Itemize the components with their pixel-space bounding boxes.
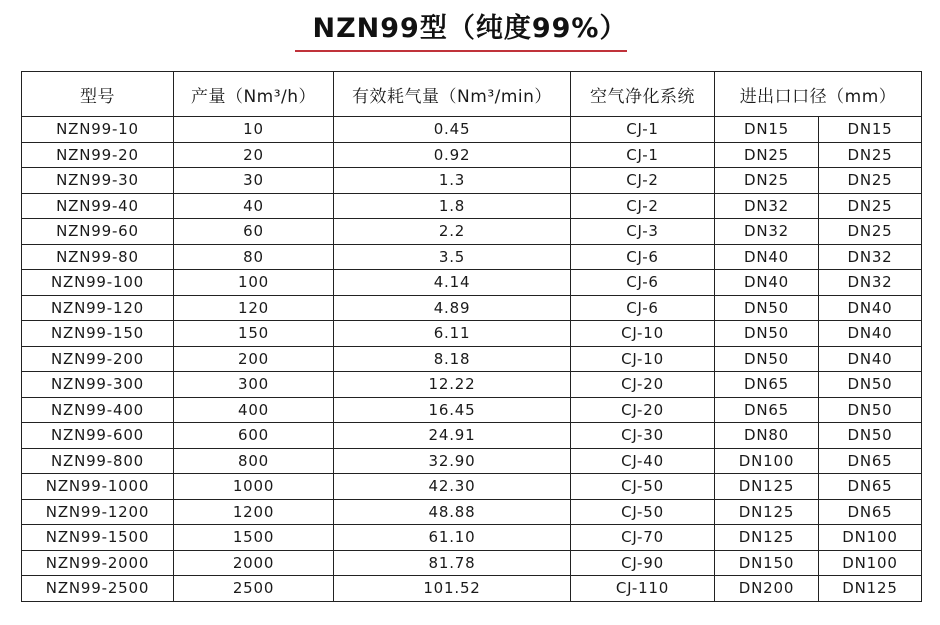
table-row (22, 270, 922, 296)
cell-model: NZN99-300 (22, 372, 174, 398)
header-output: 产量（Nm³/h） (174, 72, 334, 117)
cell-output: 20 (174, 142, 334, 168)
cell-outlet-size: DN25 (819, 219, 922, 245)
cell-air-consumption: 4.14 (334, 270, 571, 296)
cell-inlet-size: DN40 (715, 244, 819, 270)
cell-output: 80 (174, 244, 334, 270)
cell-air-consumption: 32.90 (334, 448, 571, 474)
cell-outlet-size: DN25 (819, 168, 922, 194)
cell-model: NZN99-40 (22, 193, 174, 219)
cell-inlet-size: DN100 (715, 448, 819, 474)
cell-purification-system: CJ-20 (571, 372, 715, 398)
cell-model: NZN99-400 (22, 397, 174, 423)
cell-outlet-size: DN32 (819, 244, 922, 270)
cell-outlet-size: DN40 (819, 346, 922, 372)
cell-output: 200 (174, 346, 334, 372)
cell-output: 100 (174, 270, 334, 296)
cell-air-consumption: 0.92 (334, 142, 571, 168)
cell-outlet-size: DN32 (819, 270, 922, 296)
cell-outlet-size: DN100 (819, 550, 922, 576)
table-row (22, 321, 922, 347)
cell-model: NZN99-20 (22, 142, 174, 168)
table-row (22, 576, 922, 602)
cell-air-consumption: 0.45 (334, 117, 571, 143)
cell-inlet-size: DN65 (715, 372, 819, 398)
table-row (22, 525, 922, 551)
header-model: 型号 (22, 72, 174, 117)
cell-purification-system: CJ-10 (571, 321, 715, 347)
cell-air-consumption: 1.3 (334, 168, 571, 194)
table-row (22, 168, 922, 194)
table-row (22, 423, 922, 449)
cell-model: NZN99-600 (22, 423, 174, 449)
cell-model: NZN99-80 (22, 244, 174, 270)
cell-inlet-size: DN25 (715, 142, 819, 168)
table-row (22, 474, 922, 500)
cell-inlet-size: DN50 (715, 321, 819, 347)
table-row (22, 397, 922, 423)
cell-purification-system: CJ-6 (571, 270, 715, 296)
cell-output: 30 (174, 168, 334, 194)
table-row (22, 448, 922, 474)
table-row (22, 193, 922, 219)
cell-purification-system: CJ-20 (571, 397, 715, 423)
cell-outlet-size: DN65 (819, 474, 922, 500)
cell-outlet-size: DN40 (819, 321, 922, 347)
table-row (22, 372, 922, 398)
cell-inlet-size: DN15 (715, 117, 819, 143)
cell-outlet-size: DN125 (819, 576, 922, 602)
table-row (22, 142, 922, 168)
cell-air-consumption: 2.2 (334, 219, 571, 245)
table-header-row (22, 72, 922, 117)
cell-output: 150 (174, 321, 334, 347)
cell-output: 40 (174, 193, 334, 219)
cell-purification-system: CJ-6 (571, 295, 715, 321)
cell-inlet-size: DN40 (715, 270, 819, 296)
cell-air-consumption: 1.8 (334, 193, 571, 219)
table-row (22, 550, 922, 576)
cell-air-consumption: 81.78 (334, 550, 571, 576)
header-air-consumption: 有效耗气量（Nm³/min） (334, 72, 571, 117)
cell-model: NZN99-30 (22, 168, 174, 194)
cell-model: NZN99-10 (22, 117, 174, 143)
cell-outlet-size: DN25 (819, 193, 922, 219)
cell-outlet-size: DN100 (819, 525, 922, 551)
cell-inlet-size: DN25 (715, 168, 819, 194)
cell-purification-system: CJ-3 (571, 219, 715, 245)
cell-purification-system: CJ-1 (571, 142, 715, 168)
cell-air-consumption: 6.11 (334, 321, 571, 347)
cell-air-consumption: 4.89 (334, 295, 571, 321)
cell-purification-system: CJ-6 (571, 244, 715, 270)
cell-purification-system: CJ-2 (571, 168, 715, 194)
cell-inlet-size: DN32 (715, 193, 819, 219)
cell-model: NZN99-2500 (22, 576, 174, 602)
cell-air-consumption: 61.10 (334, 525, 571, 551)
cell-purification-system: CJ-50 (571, 499, 715, 525)
cell-model: NZN99-150 (22, 321, 174, 347)
cell-output: 120 (174, 295, 334, 321)
cell-model: NZN99-2000 (22, 550, 174, 576)
cell-output: 1000 (174, 474, 334, 500)
cell-air-consumption: 101.52 (334, 576, 571, 602)
cell-output: 10 (174, 117, 334, 143)
cell-inlet-size: DN125 (715, 525, 819, 551)
cell-outlet-size: DN65 (819, 448, 922, 474)
cell-output: 2500 (174, 576, 334, 602)
title-underline (295, 50, 627, 52)
cell-inlet-size: DN125 (715, 499, 819, 525)
cell-inlet-size: DN32 (715, 219, 819, 245)
cell-output: 1500 (174, 525, 334, 551)
cell-inlet-size: DN150 (715, 550, 819, 576)
cell-model: NZN99-120 (22, 295, 174, 321)
cell-model: NZN99-200 (22, 346, 174, 372)
cell-purification-system: CJ-70 (571, 525, 715, 551)
cell-outlet-size: DN15 (819, 117, 922, 143)
table-row (22, 117, 922, 143)
cell-air-consumption: 48.88 (334, 499, 571, 525)
cell-purification-system: CJ-110 (571, 576, 715, 602)
header-ports: 进出口口径（mm） (715, 72, 922, 117)
cell-inlet-size: DN80 (715, 423, 819, 449)
cell-purification-system: CJ-10 (571, 346, 715, 372)
cell-model: NZN99-1000 (22, 474, 174, 500)
cell-outlet-size: DN25 (819, 142, 922, 168)
cell-output: 60 (174, 219, 334, 245)
table-row (22, 295, 922, 321)
page-title: NZN99型（纯度99%） (312, 13, 628, 44)
spec-table (21, 71, 922, 602)
table-row (22, 499, 922, 525)
cell-outlet-size: DN50 (819, 397, 922, 423)
cell-air-consumption: 12.22 (334, 372, 571, 398)
table-row (22, 244, 922, 270)
cell-output: 400 (174, 397, 334, 423)
cell-purification-system: CJ-40 (571, 448, 715, 474)
cell-outlet-size: DN50 (819, 372, 922, 398)
cell-output: 300 (174, 372, 334, 398)
cell-purification-system: CJ-1 (571, 117, 715, 143)
cell-inlet-size: DN125 (715, 474, 819, 500)
table-row (22, 346, 922, 372)
table-row (22, 219, 922, 245)
cell-output: 1200 (174, 499, 334, 525)
cell-air-consumption: 8.18 (334, 346, 571, 372)
cell-inlet-size: DN65 (715, 397, 819, 423)
cell-inlet-size: DN50 (715, 295, 819, 321)
cell-outlet-size: DN65 (819, 499, 922, 525)
cell-air-consumption: 3.5 (334, 244, 571, 270)
cell-purification-system: CJ-90 (571, 550, 715, 576)
cell-inlet-size: DN50 (715, 346, 819, 372)
cell-output: 600 (174, 423, 334, 449)
cell-model: NZN99-1500 (22, 525, 174, 551)
cell-model: NZN99-60 (22, 219, 174, 245)
cell-air-consumption: 42.30 (334, 474, 571, 500)
cell-outlet-size: DN50 (819, 423, 922, 449)
cell-air-consumption: 24.91 (334, 423, 571, 449)
header-purification-system: 空气净化系统 (571, 72, 715, 117)
cell-model: NZN99-100 (22, 270, 174, 296)
cell-model: NZN99-1200 (22, 499, 174, 525)
cell-inlet-size: DN200 (715, 576, 819, 602)
cell-purification-system: CJ-2 (571, 193, 715, 219)
cell-output: 2000 (174, 550, 334, 576)
cell-air-consumption: 16.45 (334, 397, 571, 423)
cell-outlet-size: DN40 (819, 295, 922, 321)
cell-purification-system: CJ-50 (571, 474, 715, 500)
cell-output: 800 (174, 448, 334, 474)
cell-model: NZN99-800 (22, 448, 174, 474)
cell-purification-system: CJ-30 (571, 423, 715, 449)
spec-table-body (22, 117, 922, 602)
